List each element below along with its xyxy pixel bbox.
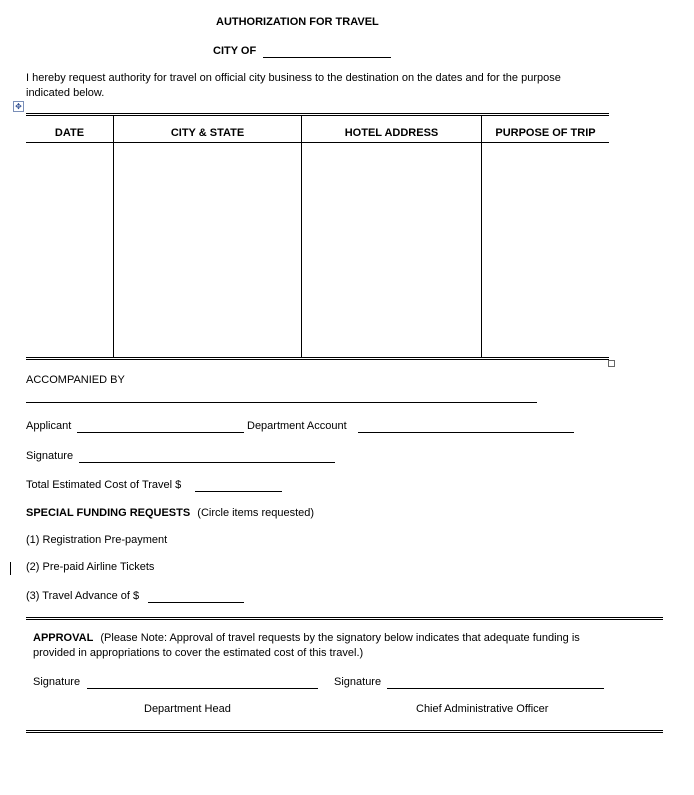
approval-top-border — [26, 617, 663, 620]
department-account-field[interactable] — [358, 432, 574, 433]
special-funding-heading: SPECIAL FUNDING REQUESTS — [26, 507, 191, 519]
department-account-label: Department Account — [247, 420, 347, 432]
table-col-divider — [113, 116, 114, 358]
approval-note-line1 — [33, 632, 580, 644]
total-cost-field[interactable] — [195, 491, 282, 492]
cao-signature-field[interactable] — [387, 688, 604, 689]
cell-city-state[interactable] — [115, 144, 300, 356]
accompanied-by-label: ACCOMPANIED BY — [26, 374, 125, 386]
cao-label: Chief Administrative Officer — [416, 703, 549, 715]
travel-advance-field[interactable] — [148, 602, 244, 603]
cell-purpose[interactable] — [483, 144, 608, 356]
city-of-label: CITY OF — [213, 45, 257, 57]
applicant-field[interactable] — [77, 432, 244, 433]
col-header-date: DATE — [54, 127, 85, 139]
col-header-purpose: PURPOSE OF TRIP — [495, 127, 596, 139]
col-header-city-state: CITY & STATE — [170, 127, 245, 139]
text-cursor — [10, 562, 11, 575]
funding-item-airline-tickets[interactable]: (2) Pre-paid Airline Tickets — [26, 561, 155, 573]
cell-date[interactable] — [27, 144, 112, 356]
intro-text-line1: I hereby request authority for travel on official city business to the destination on the dates and for the purpose — [26, 72, 561, 84]
intro-text-line2: indicated below. — [26, 87, 105, 99]
table-move-handle-icon[interactable]: ✥ — [13, 101, 24, 112]
approval-note-line2: provided in appropriations to cover the estimated cost of this travel.) — [33, 647, 364, 659]
approval-signature-label-left: Signature — [33, 676, 81, 688]
form-title: AUTHORIZATION FOR TRAVEL — [216, 16, 379, 28]
table-resize-handle-icon[interactable] — [608, 360, 615, 367]
total-cost-label: Total Estimated Cost of Travel $ — [26, 479, 182, 491]
dept-head-label: Department Head — [144, 703, 231, 715]
approval-signature-label-right: Signature — [334, 676, 382, 688]
special-funding-note: (Circle items requested) — [197, 507, 315, 519]
applicant-label: Applicant — [26, 420, 72, 432]
table-col-divider — [481, 116, 482, 358]
dept-head-signature-field[interactable] — [87, 688, 318, 689]
funding-item-travel-advance[interactable]: (3) Travel Advance of $ — [26, 590, 140, 602]
funding-item-registration[interactable]: (1) Registration Pre-payment — [26, 534, 168, 546]
approval-note-text: (Please Note: Approval of travel requests by the signatory below indicates that adequate funding is — [100, 632, 580, 644]
col-header-hotel-address: HOTEL ADDRESS — [344, 127, 439, 139]
cell-hotel-address[interactable] — [303, 144, 480, 356]
signature-field[interactable] — [79, 462, 335, 463]
accompanied-by-field[interactable] — [26, 402, 537, 403]
signature-label: Signature — [26, 450, 74, 462]
table-col-divider — [301, 116, 302, 358]
approval-bottom-border — [26, 730, 663, 733]
approval-heading: APPROVAL — [33, 632, 94, 644]
special-funding-section — [26, 507, 314, 519]
city-of-field[interactable] — [263, 57, 391, 58]
